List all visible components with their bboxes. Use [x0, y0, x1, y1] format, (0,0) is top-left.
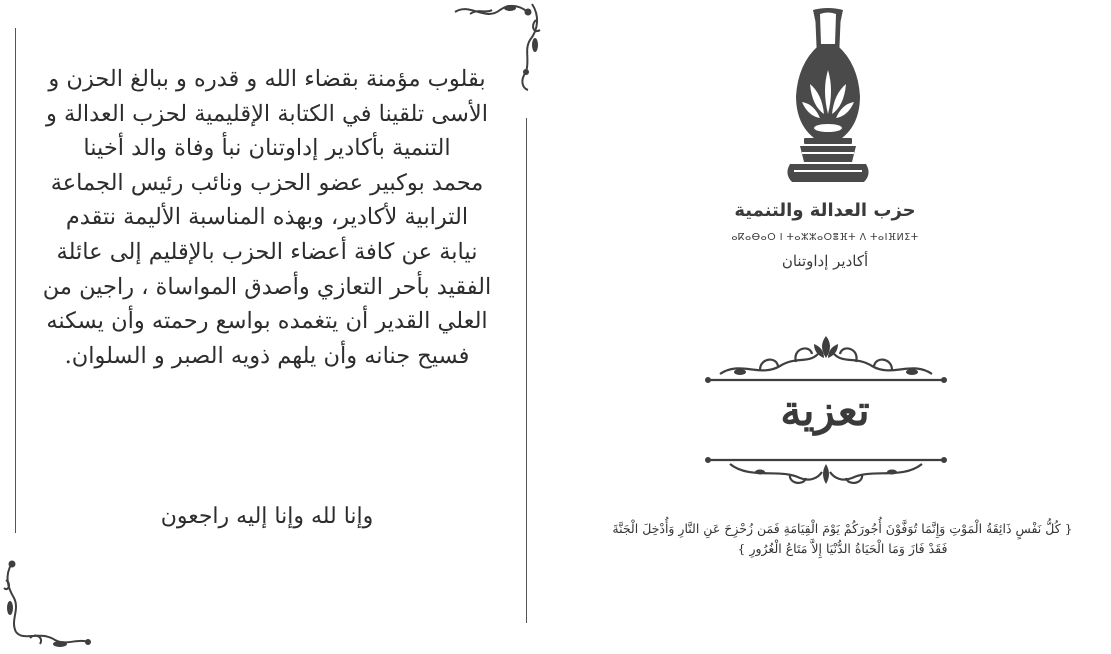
letter-line: فسيح جنانه وأن يلهم ذويه الصبر و السلوان. [64, 342, 470, 369]
regional-office-name: أكادير إداوتنان [781, 252, 869, 270]
party-name: حزب العدالة والتنمية [734, 200, 916, 221]
letter-line: نيابة عن كافة أعضاء الحزب بالإقليم إلى عائلة [56, 238, 478, 265]
quran-verse [580, 519, 1105, 559]
title-ornament-top [700, 330, 952, 390]
title-ornament-bottom [700, 448, 952, 492]
letter-line: محمد بوكبير عضو الحزب ونائب رئيس الجماعة [50, 169, 484, 196]
verse-line: فَقَدْ فَازَ وَمَا الْحَيَاةُ الدُّنْيَا إِلاَّ مَتَاعُ الْغُرُورِ } [737, 541, 948, 556]
letter-line: الفقيد بأحر التعازي وأصدق المواساة ، راجين من [42, 273, 492, 300]
condolence-title: تعزية [780, 386, 870, 435]
left-frame-line [15, 28, 16, 533]
condolence-letter-body [22, 62, 512, 373]
party-name-tifinagh: ⴰⴽⴰⴱⴰⵔ ⵏ ⵜⴰⵣⵣⴰⵔⴻⴼⵜ ⴷ ⵜⴰⵏⴼⵍⵉⵜ [731, 232, 919, 243]
letter-line: العلي القدير أن يتغمده بواسع رحمته وأن يسكنه [46, 308, 488, 335]
letter-line: التنمية بأكادير إداوتنان نبأ وفاة والد أخينا [83, 135, 451, 162]
letter-line: الأسى تلقينا في الكتابة الإقليمية لحزب العدالة و [45, 100, 488, 127]
letter-line: بقلوب مؤمنة بقضاء الله و قدره و ببالغ الحزن و [48, 66, 486, 92]
corner-ornament-bottom [0, 558, 95, 654]
closing-phrase: وإنا لله وإنا إليه راجعون [160, 504, 374, 529]
oil-lamp-icon [780, 6, 876, 192]
letter-line: الترابية لأكادير، وبهذه المناسبة الأليمة نتقدم [65, 204, 469, 231]
verse-line: { كُلُّ نَفْسٍ ذَائِقَةُ الْمَوْتِ وَإِنَّمَا تُوَفَّوْنَ أُجُورَكُمْ يَوْمَ الْقِيَامَةِ فَمَن زُحْزِحَ عَنِ النَّارِ وَأُدْخِلَ الْجَنَّةَ [612, 521, 1073, 536]
right-frame-line [526, 118, 527, 623]
